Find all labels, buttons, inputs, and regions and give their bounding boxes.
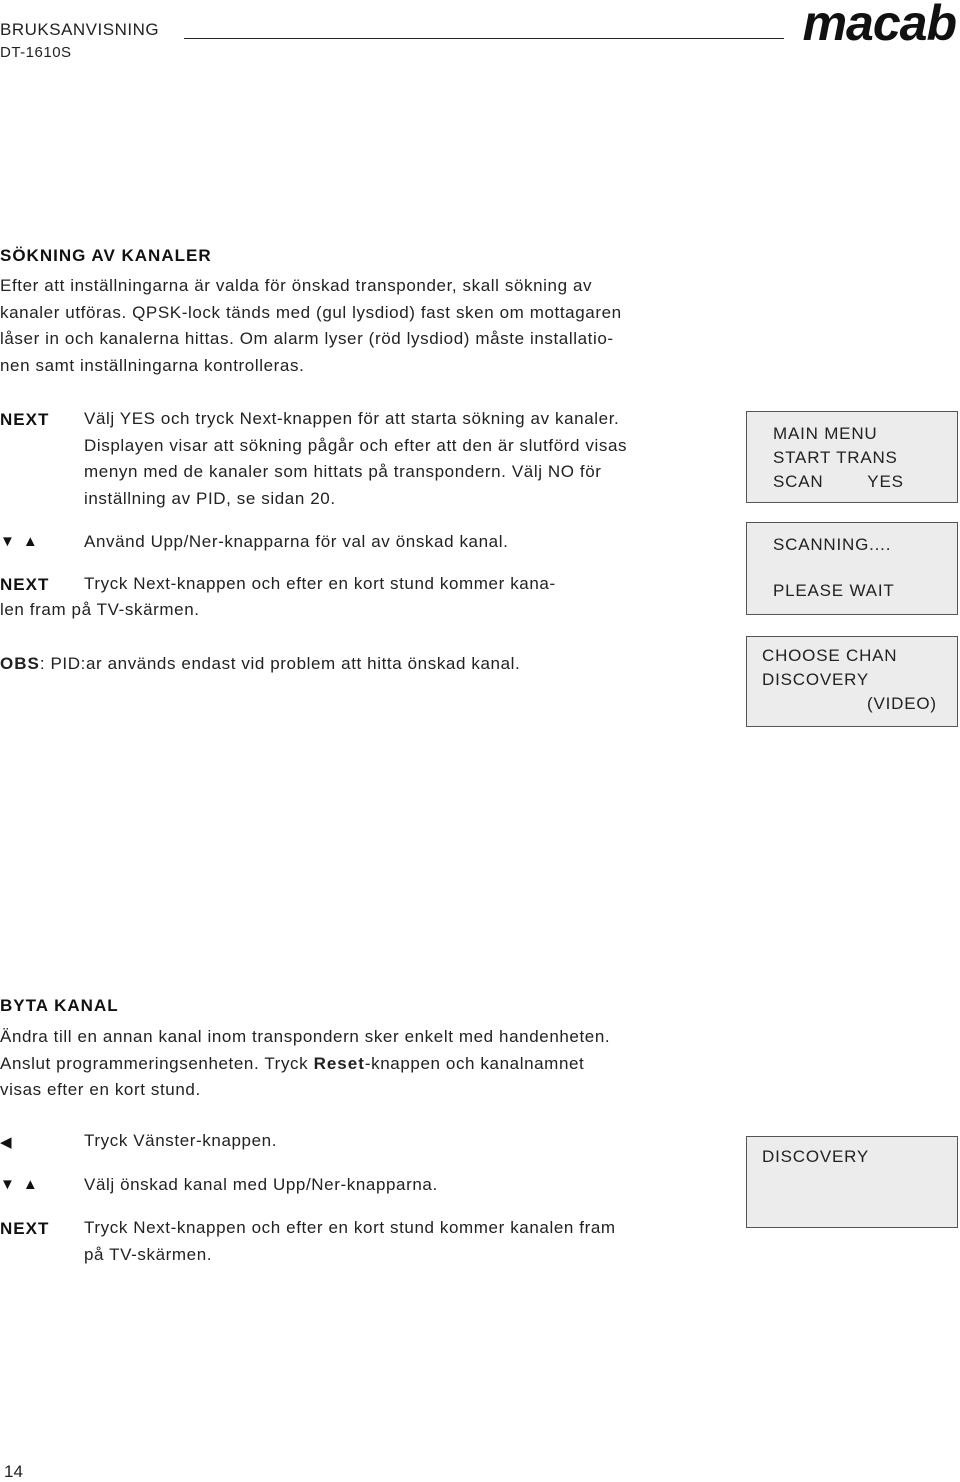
step-next-line2: len fram på TV-skärmen. (0, 600, 200, 619)
intro-line: nen samt inställningarna kontrolleras. (0, 355, 305, 375)
change-channel-paragraph (0, 1024, 610, 1104)
step-line: Välj YES och tryck Next-knappen för att starta sökning av kanaler. (84, 409, 620, 428)
page-number: 14 (4, 1462, 23, 1481)
next-key-label: NEXT (0, 575, 50, 594)
display-main-menu (746, 411, 958, 503)
display-line: START TRANS (773, 448, 898, 467)
intro-line: kanaler utföras. QPSK-lock tänds med (gul lysdiod) fast sken om mottagaren (0, 302, 622, 322)
intro-line: Efter att inställningarna är valda för önskad transponder, skall sökning av (0, 276, 593, 295)
display-line: (VIDEO) (867, 694, 937, 713)
display-line: DISCOVERY (762, 670, 870, 689)
obs-text: : PID:ar används endast vid problem att hitta önskad kanal. (39, 654, 521, 673)
display-line: MAIN MENU (773, 424, 878, 443)
up-triangle-icon: ▲ (22, 1176, 46, 1193)
obs-label: OBS (0, 654, 40, 673)
paragraph-line (0, 1051, 610, 1078)
step-line: på TV-skärmen. (84, 1244, 213, 1264)
next-key-label: NEXT (0, 1219, 50, 1238)
header-model: DT-1610S (0, 44, 72, 61)
brand-logo: macab (802, 0, 956, 51)
next-key-label: NEXT (0, 410, 50, 429)
step-updown-description: Använd Upp/Ner-knapparna för val av önskad kanal. (84, 532, 509, 551)
display-line: DISCOVERY (762, 1147, 870, 1166)
display-line: CHOOSE CHAN (762, 646, 898, 665)
display-line: PLEASE WAIT (773, 581, 895, 600)
section-heading-scan: SÖKNING AV KANALER (0, 246, 212, 265)
step-left-description: Tryck Vänster-knappen. (84, 1131, 278, 1150)
paragraph-line: Ändra till en annan kanal inom transpondern sker enkelt med handenheten. (0, 1027, 611, 1046)
display-discovery (746, 1136, 958, 1228)
display-scanning (746, 522, 958, 615)
step-line: menyn med de kanaler som hittats på transpondern. Välj NO för (84, 462, 602, 481)
section-heading-change-channel: BYTA KANAL (0, 996, 119, 1015)
display-line: SCANNING.... (773, 535, 892, 554)
step-line: inställning av PID, se sidan 20. (84, 488, 336, 508)
display-choose-chan (746, 636, 958, 727)
display-line: SCAN YES (773, 472, 904, 491)
step-line: Displayen visar att sökning pågår och efter att den är slutförd visas (84, 435, 628, 455)
up-down-arrows (0, 1176, 46, 1193)
header-rule (184, 38, 784, 39)
down-triangle-icon: ▼ (0, 533, 23, 550)
step-next-line1: Tryck Next-knappen och efter en kort stund kommer kana- (84, 574, 556, 593)
step-next-description (84, 1215, 616, 1268)
intro-line: låser in och kanalerna hittas. Om alarm lyser (röd lysdiod) måste installatio- (0, 329, 614, 348)
step-next-description (84, 406, 627, 512)
paragraph-text: Anslut programmeringsenheten. Tryck (0, 1053, 314, 1073)
header-title: BRUKSANVISNING (0, 20, 160, 39)
up-triangle-icon: ▲ (22, 533, 46, 550)
obs-note (0, 651, 520, 678)
left-triangle-icon: ◀ (0, 1134, 20, 1151)
step-updown-description: Välj önskad kanal med Upp/Ner-knapparna. (84, 1175, 438, 1194)
up-down-arrows (0, 533, 46, 550)
step-line: Tryck Next-knappen och efter en kort stund kommer kanalen fram (84, 1218, 616, 1237)
intro-paragraph (0, 273, 622, 379)
down-triangle-icon: ▼ (0, 1176, 23, 1193)
paragraph-text: -knappen och kanalnamnet (364, 1053, 585, 1073)
paragraph-line: visas efter en kort stund. (0, 1080, 201, 1099)
reset-key-label: Reset (313, 1053, 365, 1073)
